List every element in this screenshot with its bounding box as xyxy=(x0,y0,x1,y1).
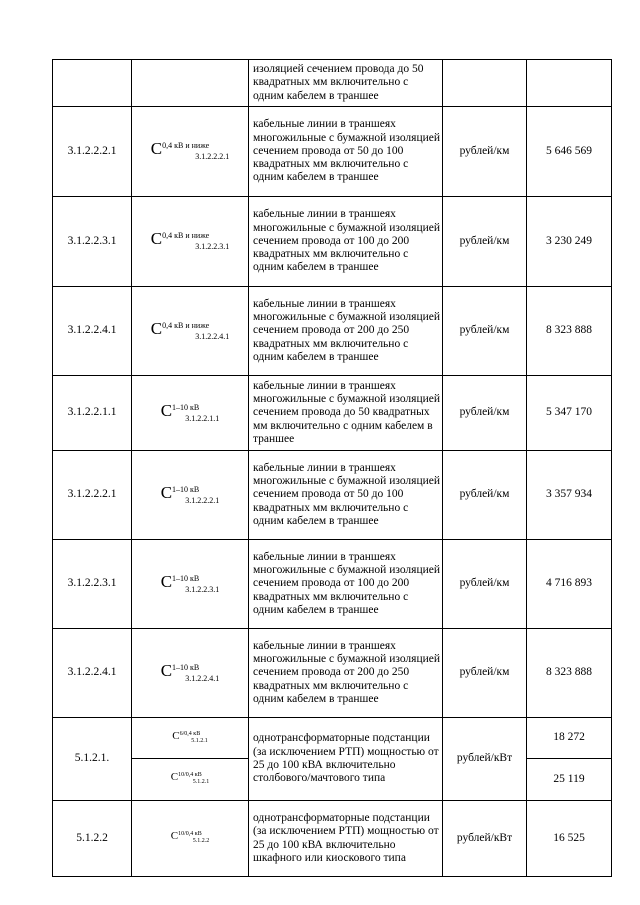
rate-symbol-base: C xyxy=(160,571,173,591)
row-description: кабельные линии в траншеях многожильные с бумажной изоляцией сечением провода от 50 до 100 квадратных мм включительно с одним кабелем в траншее xyxy=(249,451,443,540)
rate-symbol xyxy=(132,287,249,376)
rate-symbol xyxy=(132,60,249,107)
row-value: 5 347 170 xyxy=(527,376,612,451)
table-row xyxy=(53,376,612,451)
rate-symbol-base: C xyxy=(150,229,163,249)
row-unit: рублей/км xyxy=(443,107,527,197)
rate-symbol-sub: 3.1.2.2.2.1 xyxy=(195,152,230,162)
rate-symbol-base: C xyxy=(150,318,163,338)
rate-symbol-base: C xyxy=(150,139,163,159)
rate-symbol-sup: 10/0,4 кВ xyxy=(178,831,202,838)
rate-symbol xyxy=(132,107,249,197)
table-row xyxy=(53,60,612,107)
rate-symbol-sub: 3.1.2.2.4.1 xyxy=(195,331,230,341)
row-description: кабельные линии в траншеях многожильные с бумажной изоляцией сечением провода от 200 до 250 квадратных мм включительно с одним кабелем в траншее xyxy=(249,629,443,718)
tariff-table xyxy=(52,59,612,877)
rate-symbol-sub: 3.1.2.2.2.1 xyxy=(185,495,220,505)
row-code: 3.1.2.2.4.1 xyxy=(53,629,132,718)
rate-symbol xyxy=(132,197,249,287)
row-value: 25 119 xyxy=(527,759,612,801)
row-unit: рублей/км xyxy=(443,451,527,540)
table-row xyxy=(53,107,612,197)
rate-symbol xyxy=(132,801,249,877)
rate-symbol-sub: 5.1.2.1 xyxy=(191,737,208,744)
row-code: 3.1.2.2.1.1 xyxy=(53,376,132,451)
row-value: 18 272 xyxy=(527,718,612,759)
rate-symbol-sup: 6/0,4 кВ xyxy=(179,730,201,737)
rate-symbol xyxy=(132,718,249,759)
rate-symbol-sub: 3.1.2.2.3.1 xyxy=(195,242,230,252)
table-row xyxy=(53,629,612,718)
row-description: кабельные линии в траншеях многожильные с бумажной изоляцией сечением провода от 200 до 250 квадратных мм включительно с одним кабелем в траншее xyxy=(249,287,443,376)
row-unit: рублей/км xyxy=(443,540,527,629)
rate-symbol xyxy=(132,376,249,451)
row-value xyxy=(527,60,612,107)
rate-symbol xyxy=(132,629,249,718)
row-unit xyxy=(443,60,527,107)
rate-symbol-base: C xyxy=(160,660,173,680)
row-unit: рублей/км xyxy=(443,629,527,718)
rate-symbol-base: C xyxy=(170,771,179,784)
row-description: однотрансформаторные подстанции (за исключением РТП) мощностью от 25 до 100 кВА включительно шкафного или киоскового типа xyxy=(249,801,443,877)
row-code: 5.1.2.1. xyxy=(53,718,132,801)
rate-symbol xyxy=(132,451,249,540)
row-unit: рублей/км xyxy=(443,197,527,287)
row-description: кабельные линии в траншеях многожильные с бумажной изоляцией сечением провода от 100 до 200 квадратных мм включительно с одним кабелем в траншее xyxy=(249,540,443,629)
row-description: однотрансформаторные подстанции (за исключением РТП) мощностью от 25 до 100 кВА включительно столбового/мачтового типа xyxy=(249,718,443,801)
row-description: кабельные линии в траншеях многожильные с бумажной изоляцией сечением провода до 50 квадратных мм включительно с одним кабелем в траншее xyxy=(249,376,443,451)
table-row xyxy=(53,287,612,376)
rate-symbol xyxy=(132,540,249,629)
row-code: 3.1.2.2.2.1 xyxy=(53,107,132,197)
rate-symbol-sub: 3.1.2.2.4.1 xyxy=(185,673,220,683)
row-code: 3.1.2.2.2.1 xyxy=(53,451,132,540)
table-row xyxy=(53,540,612,629)
row-code xyxy=(53,60,132,107)
row-value: 3 357 934 xyxy=(527,451,612,540)
row-unit: рублей/кВт xyxy=(443,718,527,801)
rate-symbol-base: C xyxy=(160,482,173,502)
row-description: кабельные линии в траншеях многожильные с бумажной изоляцией сечением провода от 50 до 100 квадратных мм включительно с одним кабелем в траншее xyxy=(249,107,443,197)
row-code: 5.1.2.2 xyxy=(53,801,132,877)
rate-symbol-base: C xyxy=(170,830,179,843)
row-value: 8 323 888 xyxy=(527,629,612,718)
rate-symbol-sub: 5.1.2.2 xyxy=(192,838,210,845)
row-value: 8 323 888 xyxy=(527,287,612,376)
row-value: 5 646 569 xyxy=(527,107,612,197)
rate-symbol-sub: 3.1.2.2.3.1 xyxy=(185,584,220,594)
table-row xyxy=(53,718,612,759)
rate-symbol xyxy=(132,759,249,801)
rate-symbol-sup: 0,4 кВ и ниже xyxy=(162,141,210,151)
row-value: 4 716 893 xyxy=(527,540,612,629)
rate-symbol-sup: 1–10 кВ xyxy=(172,402,200,412)
rate-symbol-sub: 5.1.2.1 xyxy=(192,779,210,786)
row-code: 3.1.2.2.3.1 xyxy=(53,197,132,287)
row-description: кабельные линии в траншеях многожильные с бумажной изоляцией сечением провода от 100 до 200 квадратных мм включительно с одним кабелем в траншее xyxy=(249,197,443,287)
rate-symbol-sup: 1–10 кВ xyxy=(172,573,200,583)
table-row xyxy=(53,801,612,877)
rate-symbol-sup: 1–10 кВ xyxy=(172,484,200,494)
rate-symbol-sup: 10/0,4 кВ xyxy=(178,772,202,779)
row-unit: рублей/км xyxy=(443,287,527,376)
row-value: 16 525 xyxy=(527,801,612,877)
rate-symbol-sup: 0,4 кВ и ниже xyxy=(162,320,210,330)
rate-symbol-base: C xyxy=(160,400,173,420)
rate-symbol-base: C xyxy=(172,729,180,742)
row-unit: рублей/км xyxy=(443,376,527,451)
rate-symbol-sub: 3.1.2.2.1.1 xyxy=(185,413,220,423)
table-row xyxy=(53,451,612,540)
row-value: 3 230 249 xyxy=(527,197,612,287)
rate-symbol-sup: 0,4 кВ и ниже xyxy=(162,231,210,241)
rate-symbol-sup: 1–10 кВ xyxy=(172,662,200,672)
row-unit: рублей/кВт xyxy=(443,801,527,877)
row-code: 3.1.2.2.4.1 xyxy=(53,287,132,376)
table-row xyxy=(53,197,612,287)
row-description: изоляцией сечением провода до 50 квадратных мм включительно с одним кабелем в траншее xyxy=(249,60,443,107)
row-code: 3.1.2.2.3.1 xyxy=(53,540,132,629)
